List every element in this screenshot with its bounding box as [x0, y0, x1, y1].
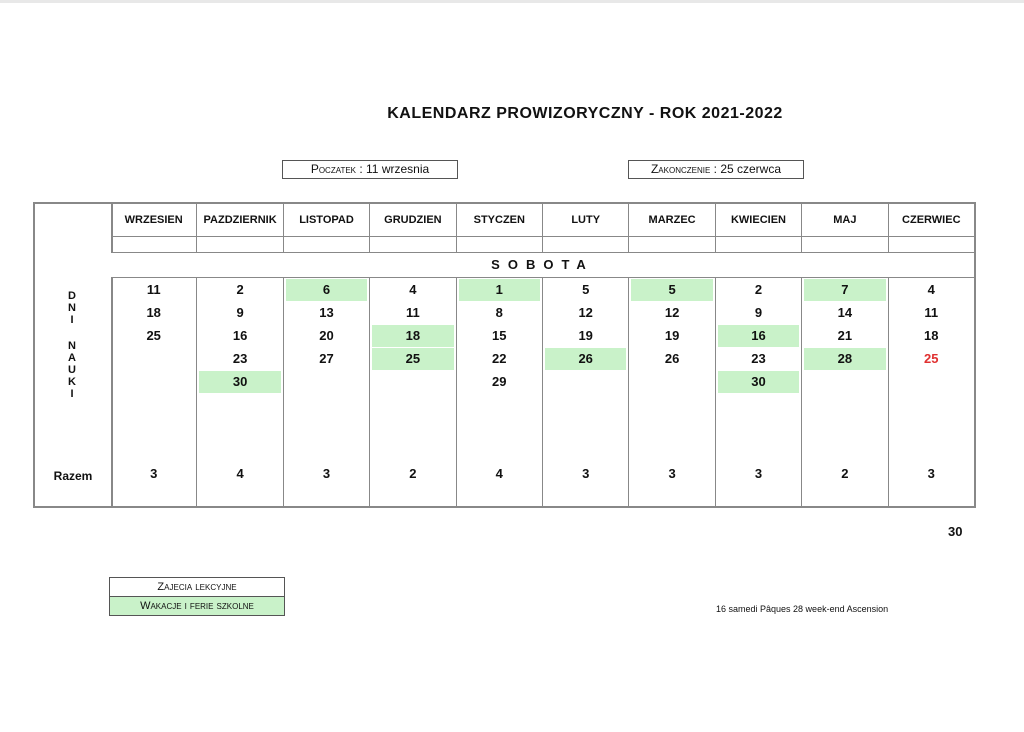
- saturday-date: 8: [495, 305, 503, 320]
- header-divider: [370, 236, 455, 237]
- saturday-date: 5: [582, 282, 590, 297]
- month-header: LISTOPAD: [299, 214, 354, 226]
- saturday-date: 1: [459, 279, 540, 301]
- saturday-date: 26: [545, 348, 626, 370]
- start-label: Poczatek: [310, 162, 357, 176]
- sobota-band: SOBOTA: [111, 252, 974, 278]
- side-gap: [65, 326, 79, 340]
- end-value: : 25 czerwca: [713, 162, 782, 176]
- saturday-date: 18: [372, 325, 453, 347]
- razem-label: Razem: [53, 469, 93, 483]
- saturday-date: 6: [286, 279, 367, 301]
- month-header: LUTY: [571, 214, 601, 226]
- header-divider: [457, 236, 542, 237]
- saturday-date: 19: [664, 328, 680, 343]
- legend-lessons: Zajecia lekcyjne: [110, 578, 284, 597]
- end-date-box: [628, 160, 804, 179]
- grand-total: 30: [948, 524, 963, 539]
- saturday-date: 16: [718, 325, 799, 347]
- month-total: 3: [668, 466, 676, 481]
- page-title: KALENDARZ PROWIZORYCZNY - ROK 2021-2022: [387, 105, 783, 122]
- saturday-date: 23: [751, 351, 766, 366]
- saturday-date: 29: [492, 374, 507, 389]
- saturday-date: 23: [232, 351, 248, 366]
- saturday-date: 18: [146, 305, 161, 320]
- month-total: 4: [236, 466, 244, 481]
- top-border: [0, 0, 1024, 3]
- month-total: 3: [754, 466, 763, 481]
- side-letter: K: [68, 376, 76, 388]
- saturday-date: 25: [924, 351, 939, 366]
- end-label: Zakonczenie: [650, 162, 711, 176]
- calendar-table: [33, 202, 976, 508]
- month-header: MAJ: [833, 214, 857, 226]
- month-total: 2: [409, 466, 417, 481]
- header-divider: [543, 236, 628, 237]
- month-column: [889, 204, 975, 506]
- legend-holidays: Wakacje i ferie szkolne: [110, 597, 284, 615]
- saturday-date: 5: [631, 279, 712, 301]
- month-header: PAZDZIERNIK: [203, 214, 277, 226]
- saturday-date: 16: [232, 328, 248, 343]
- saturday-date: 11: [924, 305, 939, 320]
- month-column: [543, 204, 629, 506]
- month-column: [716, 204, 802, 506]
- month-column: [284, 204, 370, 506]
- month-total: 3: [927, 466, 935, 481]
- side-column: [35, 204, 113, 506]
- saturday-date: 22: [492, 351, 507, 366]
- month-column: [802, 204, 888, 506]
- saturday-date: 4: [409, 282, 417, 297]
- month-total: 4: [495, 466, 503, 481]
- footnote: 16 samedi Pâques 28 week-end Ascension: [716, 604, 889, 614]
- header-divider: [629, 236, 714, 237]
- saturday-date: 9: [754, 305, 763, 320]
- dni-nauki-label: [65, 290, 79, 400]
- month-header: WRZESIEN: [124, 214, 183, 226]
- month-column: [629, 204, 715, 506]
- side-letter: N: [68, 302, 76, 314]
- month-header: STYCZEN: [473, 214, 525, 226]
- saturday-date: 18: [924, 328, 939, 343]
- start-value: : 11 wrzesnia: [359, 162, 430, 176]
- side-letter: I: [70, 314, 74, 326]
- saturday-date: 12: [578, 305, 593, 320]
- saturday-date: 28: [804, 348, 885, 370]
- header-divider: [284, 236, 369, 237]
- saturday-date: 2: [754, 282, 763, 297]
- header-divider: [889, 236, 974, 237]
- legend: [109, 577, 285, 616]
- month-total: 3: [322, 466, 331, 481]
- month-column: [457, 204, 543, 506]
- saturday-date: 30: [718, 371, 799, 393]
- saturday-date: 9: [236, 305, 244, 320]
- saturday-date: 20: [319, 328, 334, 343]
- side-letter: I: [70, 388, 74, 400]
- saturday-date: 4: [927, 282, 935, 297]
- month-header: MARZEC: [648, 214, 696, 226]
- saturday-date: 27: [319, 351, 334, 366]
- saturday-date: 15: [492, 328, 507, 343]
- saturday-date: 7: [804, 279, 885, 301]
- month-header: CZERWIEC: [902, 214, 961, 226]
- month-header: GRUDZIEN: [384, 214, 442, 226]
- saturday-date: 19: [578, 328, 593, 343]
- saturday-date: 14: [837, 305, 853, 320]
- month-column: [370, 204, 456, 506]
- month-column: [111, 204, 197, 506]
- saturday-date: 12: [664, 305, 680, 320]
- month-total: 3: [582, 466, 590, 481]
- month-total: 3: [150, 466, 158, 481]
- start-date-box: [282, 160, 458, 179]
- saturday-date: 26: [664, 351, 680, 366]
- month-column: [197, 204, 283, 506]
- saturday-date: 30: [199, 371, 280, 393]
- saturday-date: 2: [236, 282, 244, 297]
- month-total: 2: [841, 466, 849, 481]
- saturday-date: 25: [372, 348, 453, 370]
- saturday-date: 21: [837, 328, 853, 343]
- saturday-date: 11: [146, 282, 161, 297]
- saturday-date: 13: [319, 305, 334, 320]
- side-letter: N: [68, 340, 76, 352]
- side-letter: D: [68, 290, 76, 302]
- saturday-date: 25: [146, 328, 161, 343]
- side-letter: U: [68, 364, 76, 376]
- month-header: KWIECIEN: [730, 214, 786, 226]
- header-divider: [716, 236, 801, 237]
- header-divider: [111, 236, 196, 237]
- side-letter: A: [68, 352, 76, 364]
- header-divider: [197, 236, 282, 237]
- header-divider: [802, 236, 887, 237]
- saturday-date: 11: [406, 305, 420, 320]
